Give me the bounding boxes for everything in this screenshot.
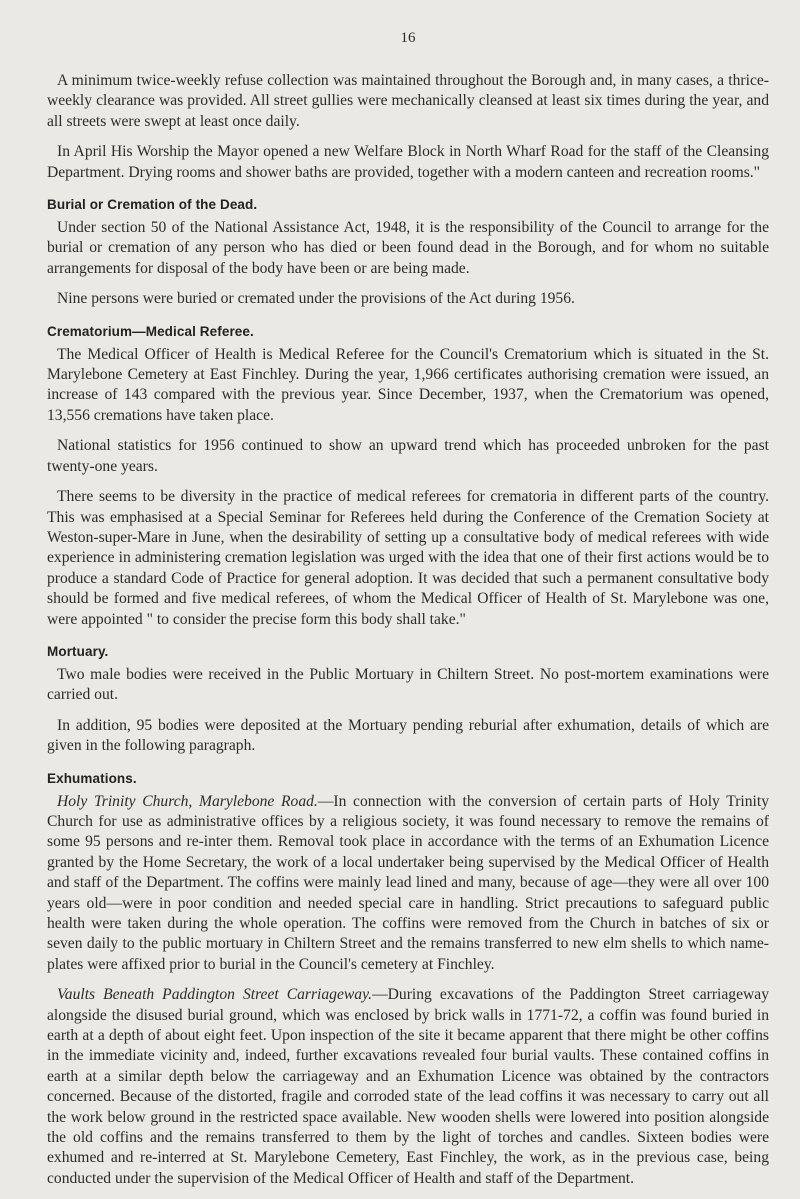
burial-heading: Burial or Cremation of the Dead. [47,197,258,213]
mortuary-heading: Mortuary. [47,643,109,659]
exhumations-paragraph-2 [47,985,769,1189]
holy-trinity-lead: Holy Trinity Church, Marylebone Road. [57,792,318,810]
burial-paragraph-1: Under section 50 of the National Assistance Act, 1948, it is the responsibility of the Council to arrange for the burial or cremation of any person who has died or been found dead in the Borough, and for whom no suitable arrangements for disposal of the body have been or are being made. [47,219,769,277]
crematorium-paragraph-2: National statistics for 1956 continued to show an upward trend which has proceeded unbroken for the past twenty-one years. [47,437,769,475]
intro-paragraph-2: In April His Worship the Mayor opened a new Welfare Block in North Wharf Road for the staff of the Cleansing Department. Drying rooms and shower baths are provided, together with a modern canteen and recreation rooms." [47,143,769,181]
crematorium-paragraph-3: There seems to be diversity in the practice of medical referees for crematoria in different parts of the country. This was emphasised at a Special Seminar for Referees held during the Conference of the Cremation Society at Weston-super-Mare in June, when the desirability of setting up a consultative body of medical referees with wide experience in administering cremation legislation was urged with the idea that one of their first actions would be to produce a standard Code of Practice for general adoption. It was decided that such a permanent consultative body should be formed and five medical referees, of whom the Medical Officer of Health of St. Marylebone was one, were appointed " to consider the precise form this body shall take." [47,488,769,628]
document-page [47,30,769,1199]
page-number: 16 [400,30,416,46]
exhumations-heading: Exhumations. [47,770,137,786]
exhumations-paragraph-1 [47,792,769,976]
burial-paragraph-2: Nine persons were buried or cremated under the provisions of the Act during 1956. [57,290,575,308]
crematorium-heading: Crematorium—Medical Referee. [47,323,254,339]
holy-trinity-text: —In connection with the conversion of certain parts of Holy Trinity Church for use as administrative offices by a religious society, it was found necessary to remove the remains of some 95 persons and re-inter them. Removal took place in accordance with the terms of an Exhumation Licence granted by the Home Secretary, the work of a local undertaker being supervised by the Medical Officer of Health and staff of the Department. The coffins were mainly lead lined and many, because of age—they were all over 100 years old—were in poor condition and needed special care in handling. Strict precautions to safeguard public health were taken during the whole operation. The coffins were removed from the Church in batches of six or seven daily to the public mortuary in Chiltern Street and the remains transferred to new elm shells to which name-plates were affixed prior to burial in the Council's cemetery at Finchley. [47,792,769,973]
crematorium-paragraph-1: The Medical Officer of Health is Medical Referee for the Council's Crematorium which is situated in the St. Marylebone Cemetery at East Finchley. During the year, 1,966 certificates authorising cremation were issued, an increase of 143 compared with the previous year. Since December, 1937, when the Crematorium was opened, 13,556 cremations have taken place. [47,345,769,424]
mortuary-paragraph-1: Two male bodies were received in the Public Mortuary in Chiltern Street. No post-mortem examinations were carried out. [47,665,769,704]
mortuary-paragraph-2: In addition, 95 bodies were deposited at the Mortuary pending reburial after exhumation, details of which are given in the following paragraph. [47,716,769,755]
intro-paragraph-1: A minimum twice-weekly refuse collection was maintained throughout the Borough and, in many cases, a thrice-weekly clearance was provided. All street gullies were mechanically cleansed at least six times during the year, and all streets were swept at least once daily. [47,72,769,130]
paddington-vaults-lead: Vaults Beneath Paddington Street Carriageway. [57,986,373,1004]
paddington-vaults-text: —During excavations of the Paddington Street carriageway alongside the disused burial ground, which was enclosed by brick walls in 1771-72, a coffin was found buried in earth at a depth of about eight feet. Upon inspection of the site it became apparent that there might be other coffins in the immediate vicinity and, indeed, further excavations revealed four burial vaults. These contained coffins in earth at a similar depth below the carriageway and an Exhumation Licence was obtained by the contractors concerned. Because of the distorted, fragile and corroded state of the lead coffins it was necessary to carry out all the work below ground in the restricted space available. New wooden shells were lowered into position alongside the old coffins and the remains transferred to them by the light of torches and candles. Sixteen bodies were exhumed and re-interred at St. Marylebone Cemetery, East Finchley, the work, as in the previous case, being conducted under the supervision of the Medical Officer of Health and staff of the Department. [47,986,769,1187]
